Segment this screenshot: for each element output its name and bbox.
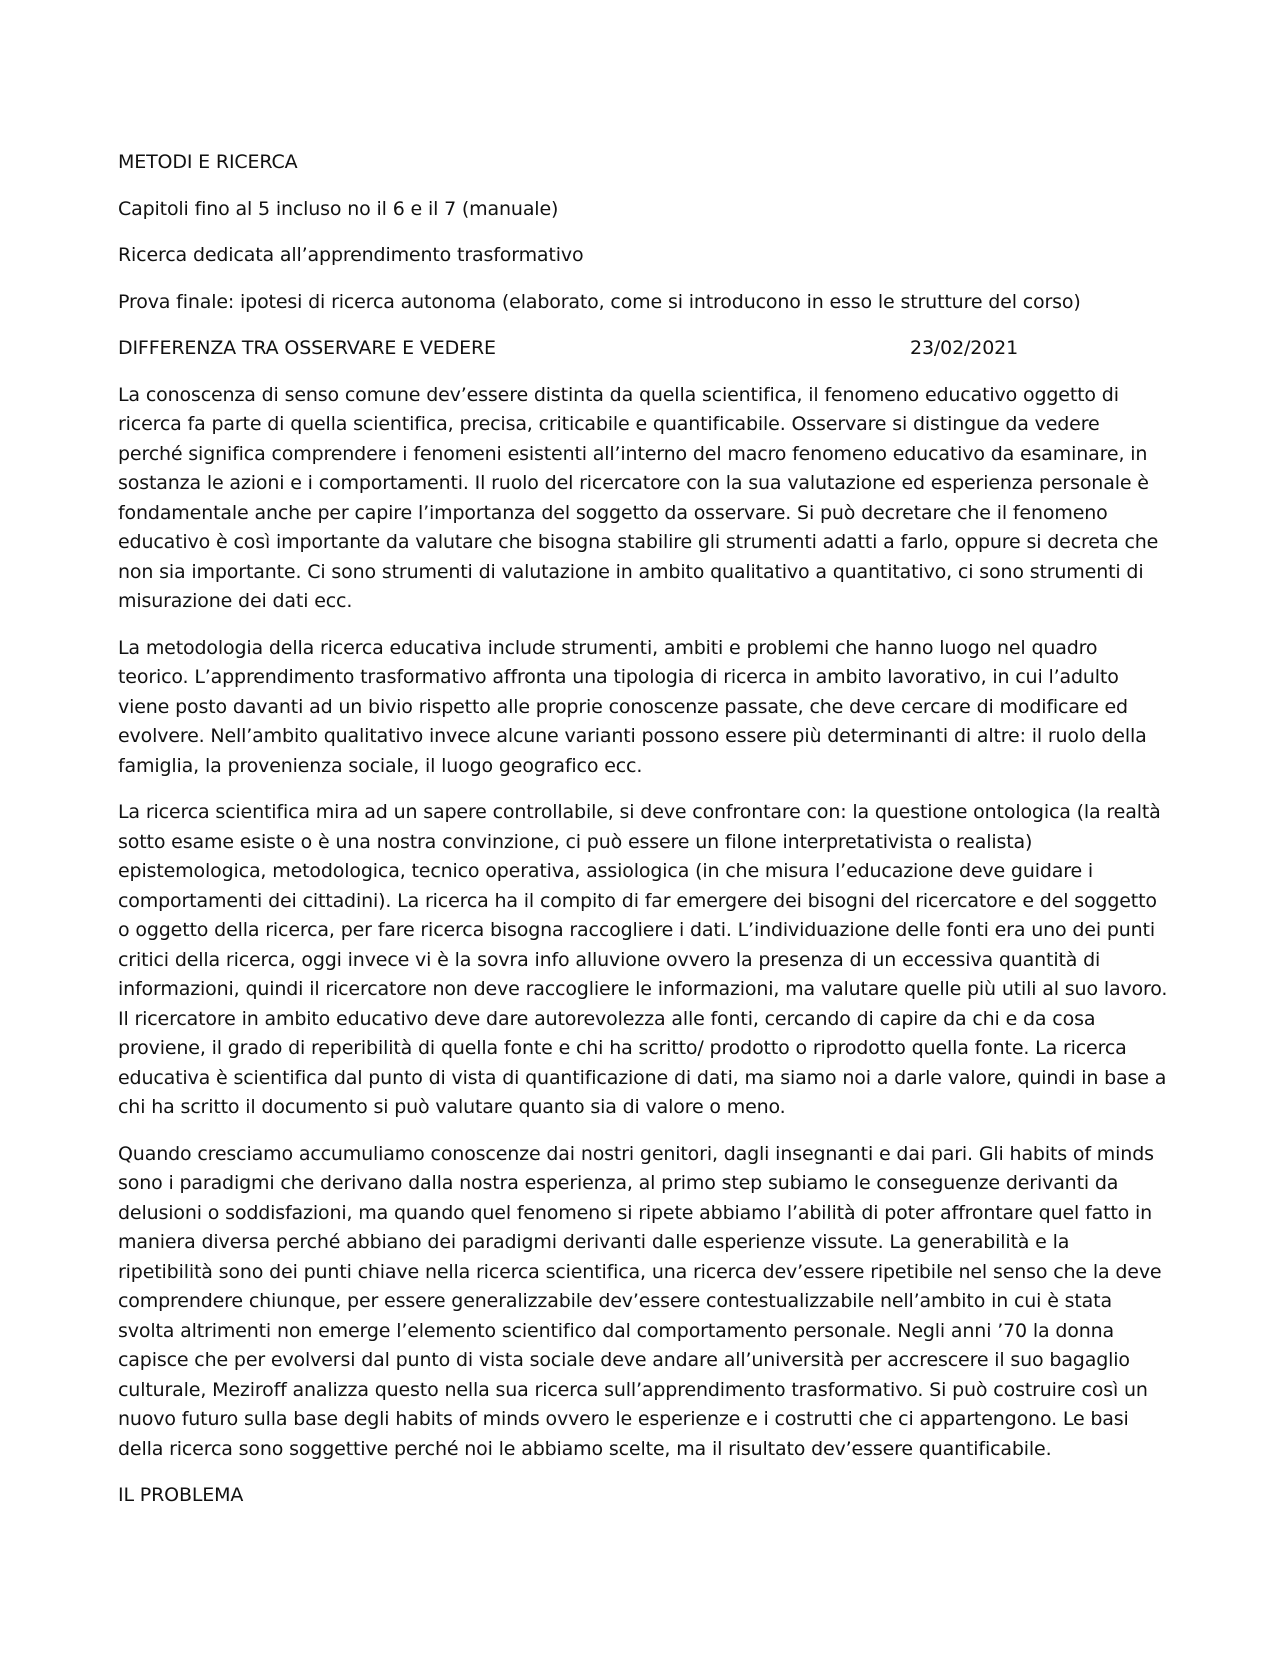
section-heading: DIFFERENZA TRA OSSERVARE E VEDERE xyxy=(118,337,496,359)
paragraph-common-knowledge: La conoscenza di senso comune dev’essere distinta da quella scientifica, il fenomeno educativo oggetto di ricerca fa parte di quella scientifica, precisa, criticabile e quantificabile. Osservare si distingue da vedere perché significa comprendere i fenomeni esistenti all’interno del macro fenomeno educativo da esaminare, in sostanza le azioni e i comportamenti. Il ruolo del ricercatore con la sua valutazione ed esperienza personale è fondamentale anche per capire l’importanza del soggetto da osservare. Si può decretare che il fenomeno educativo è così importante da valutare che bisogna stabilire gli strumenti adatti a farlo, oppure si decreta che non sia importante. Ci sono strumenti di valutazione in ambito qualitativo a quantitativo, ci sono strumenti di misurazione dei dati ecc. xyxy=(118,383,1159,612)
intro-line-research: Ricerca dedicata all’apprendimento trasformativo xyxy=(118,244,584,266)
section-date: 23/02/2021 xyxy=(910,337,1019,359)
section-heading-row xyxy=(118,334,1168,364)
document-page xyxy=(118,148,1168,1528)
intro-line-final-exam: Prova finale: ipotesi di ricerca autonoma (elaborato, come si introducono in esso le strutture del corso) xyxy=(118,290,1081,313)
paragraph-scientific-research: La ricerca scientifica mira ad un sapere controllabile, si deve confrontare con: la questione ontologica (la realtà sotto esame esiste o è una nostra convinzione, ci può essere un filone interpretativista o realista) epistemologica, metodologica, tecnico operativa, assiologica (in che misura l’educazione deve guidare i comportamenti dei cittadini). La ricerca ha il compito di far emergere dei bisogni del ricercatore e del soggetto o oggetto della ricerca, per fare ricerca bisogna raccogliere i dati. L’individuazione delle fonti era uno dei punti critici della ricerca, oggi invece vi è la sovra info alluvione ovvero la presenza di un eccessiva quantità di informazioni, quindi il ricercatore non deve raccogliere le informazioni, ma valutare quelle più utili al suo lavoro. Il ricercatore in ambito educativo deve dare autorevolezza alle fonti, cercando di capire da chi e da cosa proviene, il grado di reperibilità di quella fonte e chi ha scritto/ prodotto o riprodotto quella fonte. La ricerca educativa è scientifica dal punto di vista di quantificazione di dati, ma siamo noi a darle valore, quindi in base a chi ha scritto il documento si può valutare quanto sia di valore o meno. xyxy=(118,801,1168,1118)
next-section-heading: IL PROBLEMA xyxy=(118,1484,244,1506)
paragraph-habits-of-minds: Quando cresciamo accumuliamo conoscenze dai nostri genitori, dagli insegnanti e dai pari. Gli habits of minds sono i paradigmi che derivano dalla nostra esperienza, al primo step subiamo le conseguenze derivanti da delusioni o soddisfazioni, ma quando quel fenomeno si ripete abbiamo l’abilità di poter affrontare quel fatto in maniera diversa perché abbiano dei paradigmi derivanti dalle esperienze vissute. La generabilità e la ripetibilità sono dei punti chiave nella ricerca scientifica, una ricerca dev’essere ripetibile nel senso che la deve comprendere chiunque, per essere generalizzabile dev’essere contestualizzabile nell’ambito in cui è stata svolta altrimenti non emerge l’elemento scientifico dal comportamento personale. Negli anni ’70 la donna capisce che per evolversi dal punto di vista sociale deve andare all’università per accrescere il suo bagaglio culturale, Meziroff analizza questo nella sua ricerca sull’apprendimento trasformativo. Si può costruire così un nuovo futuro sulla base degli habits of minds ovvero le esperienze e i costrutti che ci appartengono. Le basi della ricerca sono soggettive perché noi le abbiamo scelte, ma il risultato dev’essere quantificabile. xyxy=(118,1142,1162,1460)
paragraph-methodology: La metodologia della ricerca educativa include strumenti, ambiti e problemi che hanno luogo nel quadro teorico. L’apprendimento trasformativo affronta una tipologia di ricerca in ambito lavorativo, in cui l’adulto viene posto davanti ad un bivio rispetto alle proprie conoscenze passate, che deve cercare di modificare ed evolvere. Nell’ambito qualitativo invece alcune varianti possono essere più determinanti di altre: il ruolo della famiglia, la provenienza sociale, il luogo geografico ecc. xyxy=(118,636,1147,777)
document-title: METODI E RICERCA xyxy=(118,151,298,173)
intro-line-chapters: Capitoli fino al 5 incluso no il 6 e il 7 (manuale) xyxy=(118,197,559,220)
